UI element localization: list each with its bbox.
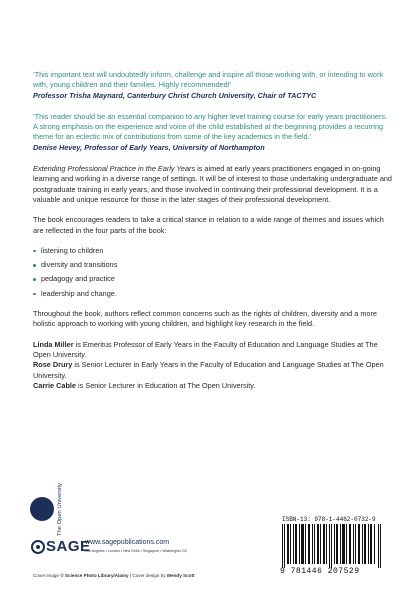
isbn-label: ISBN-13: 978-1-4462-0732-9 — [282, 516, 376, 523]
sage-logo-text: SAGE — [46, 538, 91, 555]
author-rose-drury — [33, 360, 393, 381]
author-name: Rose Drury — [33, 360, 73, 370]
book-title: Extending Professional Practice in the Early Years — [33, 164, 196, 174]
list-item: listening to children — [33, 246, 393, 256]
author-bio: is Emeritus Professor of Early Years in the Faculty of Education and Language Studies at The Open University. — [33, 339, 378, 359]
list-item: leadership and change. — [33, 289, 393, 299]
author-bio: is Senior Lecturer in Education at The Open University. — [76, 380, 256, 390]
publisher-cities: Los Angeles • London • New Delhi • Singapore • Washington DC — [85, 549, 188, 553]
open-university-wordmark: The Open University — [57, 483, 63, 536]
list-item: pedagogy and practice — [33, 274, 393, 284]
barcode-icon — [282, 524, 382, 568]
intro-paragraph — [33, 164, 393, 205]
open-university-logo-icon — [30, 497, 54, 521]
author-carrie-cable — [33, 381, 393, 391]
author-linda-miller — [33, 340, 393, 361]
cover-text — [33, 70, 393, 391]
quote-1-text: ‘This important text will undoubtedly inform, challenge and inspire all those working with, or intending to work with, young children and their families. Highly recommended!’ — [33, 70, 384, 90]
closing-paragraph: Throughout the book, authors reflect common concerns such as the rights of children, diversity and a more holistic approach to working with young children, and highlight key research in the field. — [33, 309, 377, 329]
quote-2-attribution: Denise Hevey, Professor of Early Years, University of Northampton — [33, 142, 265, 152]
sage-logo-icon — [31, 540, 45, 554]
intro-text: is aimed at early years practitioners engaged in on-going learning and working in a diverse range of settings. It will be of interest to those undertaking undergraduate and postgraduate training in early years, and those involved in continuing their professional development. It is a valuable and unique resource for those in the later stages of their professional development. — [33, 164, 392, 204]
list-item: diversity and transitions — [33, 260, 393, 270]
cover-credits: Cover image © Science Photo Library/Alamy | Cover design by Wendy Scott — [33, 573, 195, 578]
publisher-url: www.sagepublications.com — [85, 539, 170, 546]
themes-list — [33, 246, 393, 299]
themes-intro: The book encourages readers to take a critical stance in relation to a wide range of themes and issues which are reflected in the four parts of the book: — [33, 215, 384, 235]
author-bio: is Senior Lecturer in Early Years in the Faculty of Education and Language Studies at The Open University. — [33, 360, 384, 380]
barcode-number: 9 781446 207529 — [280, 567, 360, 576]
author-name: Carrie Cable — [33, 380, 76, 390]
quote-2-text: ‘This reader should be an essential companion to any higher level training course for early years practitioners. A strong emphasis on the experience and voice of the child established at the beginning provides a recurring theme for an eclectic mix of contributions from some of the key academics in the field.’ — [33, 111, 388, 142]
quote-1-attribution: Professor Trisha Maynard, Canterbury Christ Church University, Chair of TACTYC — [33, 90, 317, 100]
author-name: Linda Miller — [33, 339, 74, 349]
